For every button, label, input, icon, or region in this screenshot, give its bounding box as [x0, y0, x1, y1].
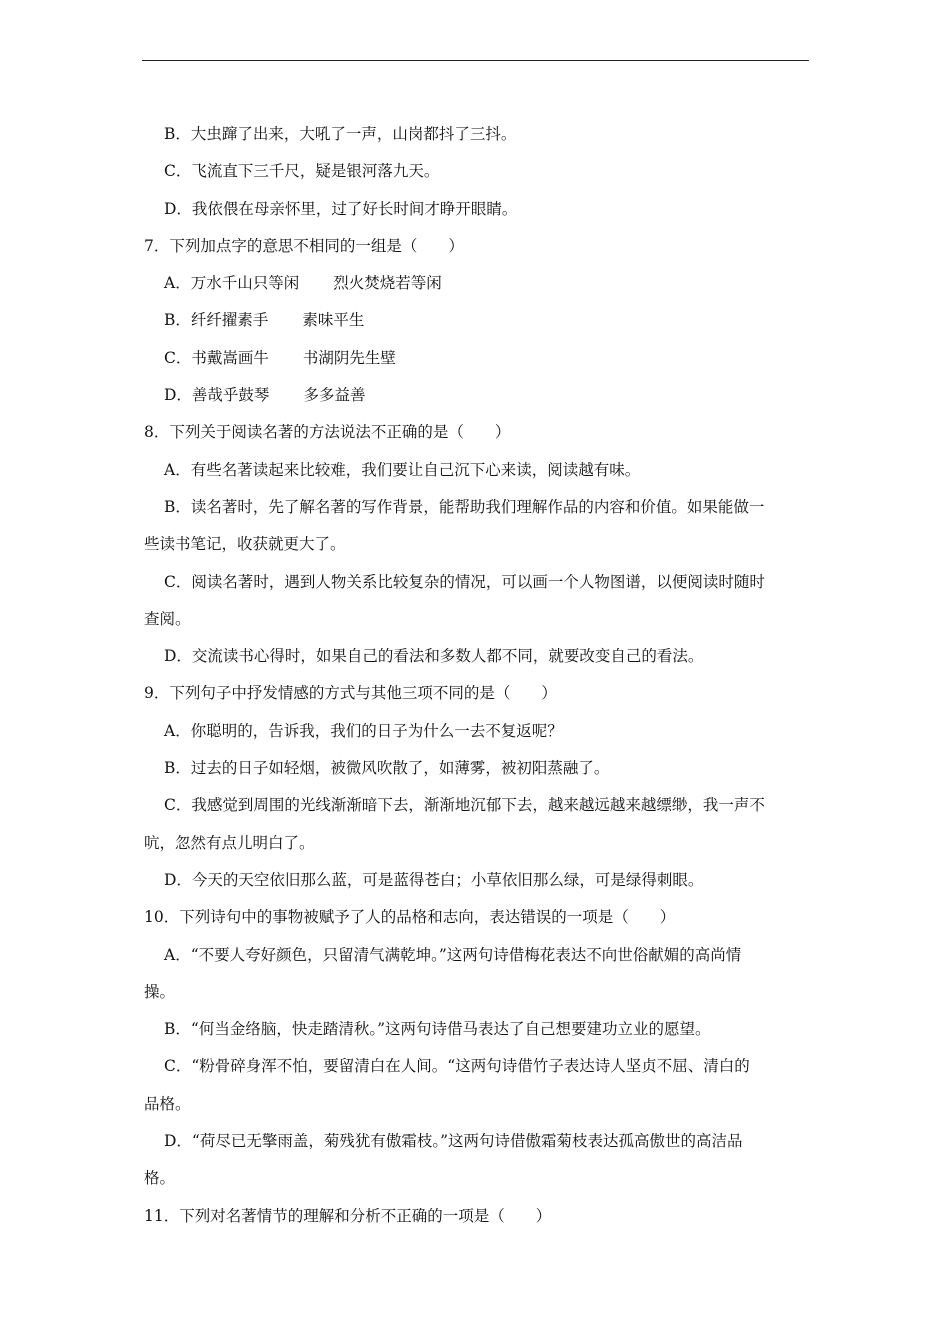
q7-option-b-part2: 素味平生 [302, 311, 365, 330]
header-rule [142, 60, 809, 61]
q10-option-a-cont: 操。 [144, 982, 176, 1001]
q7-option-c-part1: C．书戴嵩画牛 [164, 348, 269, 367]
q7-stem: 7．下列加点字的意思不相同的一组是（ ） [144, 236, 464, 255]
q8-stem: 8．下列关于阅读名著的方法说法不正确的是（ ） [144, 423, 511, 442]
q9-option-d: D．今天的天空依旧那么蓝，可是蓝得苍白；小草依旧那么绿，可是绿得刺眼。 [164, 870, 704, 889]
q10-option-a: A．“不要人夸好颜色，只留清气满乾坤。”这两句诗借梅花表达不向世俗献媚的高尚情 [164, 945, 742, 964]
q10-option-d: D．“荷尽已无擎雨盖，菊残犹有傲霜枝。”这两句诗借傲霜菊枝表达孤高傲世的高洁品 [164, 1132, 743, 1151]
q10-option-c: C．“粉骨碎身浑不怕，要留清白在人间。“这两句诗借竹子表达诗人坚贞不屈、清白的 [164, 1057, 750, 1076]
q6-option-b: B．大虫蹿了出来，大吼了一声，山岗都抖了三抖。 [164, 125, 517, 143]
q7-option-d-part1: D．善哉乎鼓琴 [164, 386, 270, 405]
q7-option-b-part1: B．纤纤擢素手 [164, 311, 269, 330]
q7-option-b [144, 302, 808, 339]
q8-option-d: D．交流读书心得时，如果自己的看法和多数人都不同，就要改变自己的看法。 [164, 647, 704, 666]
q9-stem: 9．下列句子中抒发情感的方式与其他三项不同的是（ ） [144, 684, 557, 703]
q9-option-a: A．你聪明的，告诉我，我们的日子为什么一去不复返呢？ [164, 721, 563, 740]
q8-option-a: A．有些名著读起来比较难，我们要让自己沉下心来读，阅读越有味。 [164, 460, 641, 479]
q6-option-c: C．飞流直下三千尺，疑是银河落九天。 [164, 162, 440, 181]
q8-option-c-cont: 查阅。 [144, 609, 191, 628]
q10-option-c-cont: 品格。 [144, 1094, 191, 1113]
q7-option-a-part1: A．万水千山只等闲 [164, 274, 300, 293]
q9-option-c-cont: 吭，忽然有点儿明白了。 [144, 833, 315, 852]
q6-option-d: D．我依偎在母亲怀里，过了好长时间才睁开眼睛。 [164, 199, 518, 218]
q8-option-b: B．读名著时，先了解名著的写作背景，能帮助我们理解作品的内容和价值。如果能做一 [164, 497, 765, 516]
q7-option-a-part2: 烈火焚烧若等闲 [333, 274, 442, 293]
q7-option-c [144, 340, 808, 377]
q10-option-d-cont: 格。 [144, 1169, 176, 1188]
q9-option-c: C．我感觉到周围的光线渐渐暗下去，渐渐地沉郁下去，越来越远越来越缥缈，我一声不 [164, 796, 765, 815]
q10-stem: 10．下列诗句中的事物被赋予了人的品格和志向，表达错误的一项是（ ） [144, 908, 676, 927]
q7-option-d-part2: 多多益善 [303, 386, 366, 405]
q10-option-b: B．“何当金络脑，快走踏清秋。”这两句诗借马表达了自己想要建功立业的愿望。 [164, 1020, 711, 1039]
q8-option-b-cont: 些读书笔记，收获就更大了。 [144, 535, 346, 554]
q9-option-b: B．过去的日子如轻烟，被微风吹散了，如薄雾，被初阳蒸融了。 [164, 759, 610, 778]
q8-option-c: C．阅读名著时，遇到人物关系比较复杂的情况，可以画一个人物图谱，以便阅读时随时 [164, 572, 765, 591]
q7-option-d [144, 377, 808, 414]
q7-option-c-part2: 书湖阴先生壁 [302, 348, 396, 367]
document-body [144, 116, 808, 1235]
q7-option-a [144, 265, 808, 302]
q11-stem: 11．下列对名著情节的理解和分析不正确的一项是（ ） [144, 1206, 552, 1225]
